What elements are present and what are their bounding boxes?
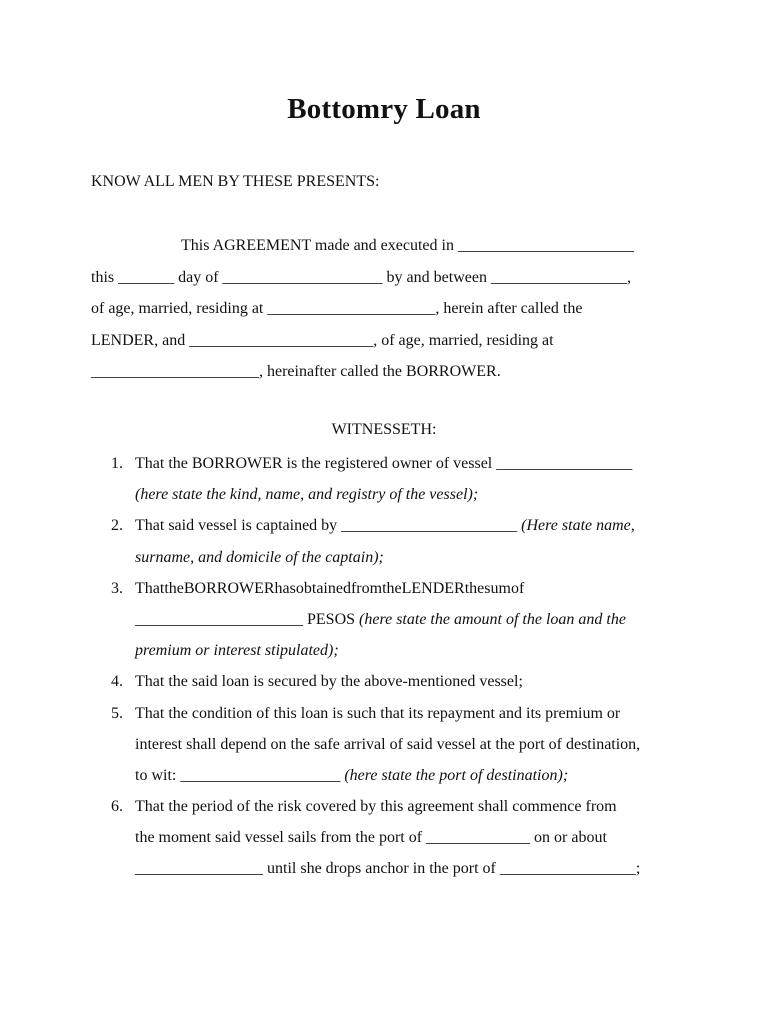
item-line: premium or interest stipulated);: [135, 642, 339, 660]
word: at: [542, 331, 554, 349]
item-line: to wit: ____________________ (here state the port of destination);: [135, 766, 569, 784]
agreement-paragraph: [91, 230, 678, 388]
item-line: That the period of the risk covered by this agreement shall commence from: [135, 798, 617, 816]
witnesseth-heading: WITNESSETH:: [331, 421, 437, 438]
item-number: 4.: [111, 673, 123, 691]
word: of: [381, 331, 395, 349]
paragraph-line-4: [91, 325, 678, 357]
paragraph-line-3: [91, 293, 678, 325]
word: at: [251, 300, 264, 317]
item-line: interest shall depend on the safe arrival of said vessel at the port of destination,: [135, 735, 641, 753]
item-number: 5.: [111, 704, 123, 722]
blank-field: _____________________,: [267, 300, 440, 317]
word: called: [520, 300, 559, 317]
item-number: 1.: [111, 455, 123, 472]
word: herein: [443, 300, 484, 317]
item-line: That the BORROWER is the registered owner of vessel _________________: [135, 455, 633, 472]
item-line: That the said loan is secured by the above-mentioned vessel;: [135, 673, 523, 691]
list-item: [91, 698, 678, 792]
item-line: surname, and domicile of the captain);: [135, 548, 384, 566]
item-line: ThattheBORROWERhasobtainedfromtheLENDERthesumof: [135, 579, 525, 597]
word: residing: [196, 300, 248, 317]
list-item: [91, 666, 678, 697]
item-number: 3.: [111, 579, 123, 597]
paragraph-line-1: This AGREEMENT made and executed in ______________________: [181, 237, 634, 254]
intro-heading: KNOW ALL MEN BY THESE PRESENTS:: [91, 173, 380, 190]
item-number: 6.: [111, 798, 123, 816]
word: the: [562, 300, 583, 317]
item-line: That said vessel is captained by ______________________ (Here state name,: [135, 517, 635, 535]
word: LENDER,: [91, 331, 159, 349]
word: of: [91, 300, 105, 317]
word: after: [487, 300, 517, 317]
item-line: (here state the kind, name, and registry of the vessel);: [135, 486, 479, 504]
item-line: the moment said vessel sails from the port of _____________ on or about: [135, 829, 607, 847]
item-line: ________________ until she drops anchor in the port of _________________;: [135, 860, 641, 878]
blank-field: _______________________,: [189, 331, 378, 349]
word: age,: [398, 331, 425, 349]
list-item: [91, 791, 678, 885]
item-number: 2.: [111, 517, 123, 535]
word: and: [162, 331, 186, 349]
word: married,: [138, 300, 193, 317]
item-line: That the condition of this loan is such that its repayment and its premium or: [135, 704, 621, 722]
terms-list: [91, 448, 678, 885]
item-line: _____________________ PESOS (here state the amount of the loan and the: [135, 610, 626, 628]
list-item: [91, 448, 678, 510]
word: married,: [428, 331, 483, 349]
list-item: [91, 573, 678, 667]
paragraph-line-2: this _______ day of ____________________ by and between _________________,: [91, 268, 631, 286]
paragraph-line-5: _____________________, hereinafter called the BORROWER.: [91, 363, 501, 380]
document-title: Bottomry Loan: [287, 93, 481, 125]
word: age,: [108, 300, 135, 317]
list-item: [91, 510, 678, 572]
word: residing: [486, 331, 539, 349]
